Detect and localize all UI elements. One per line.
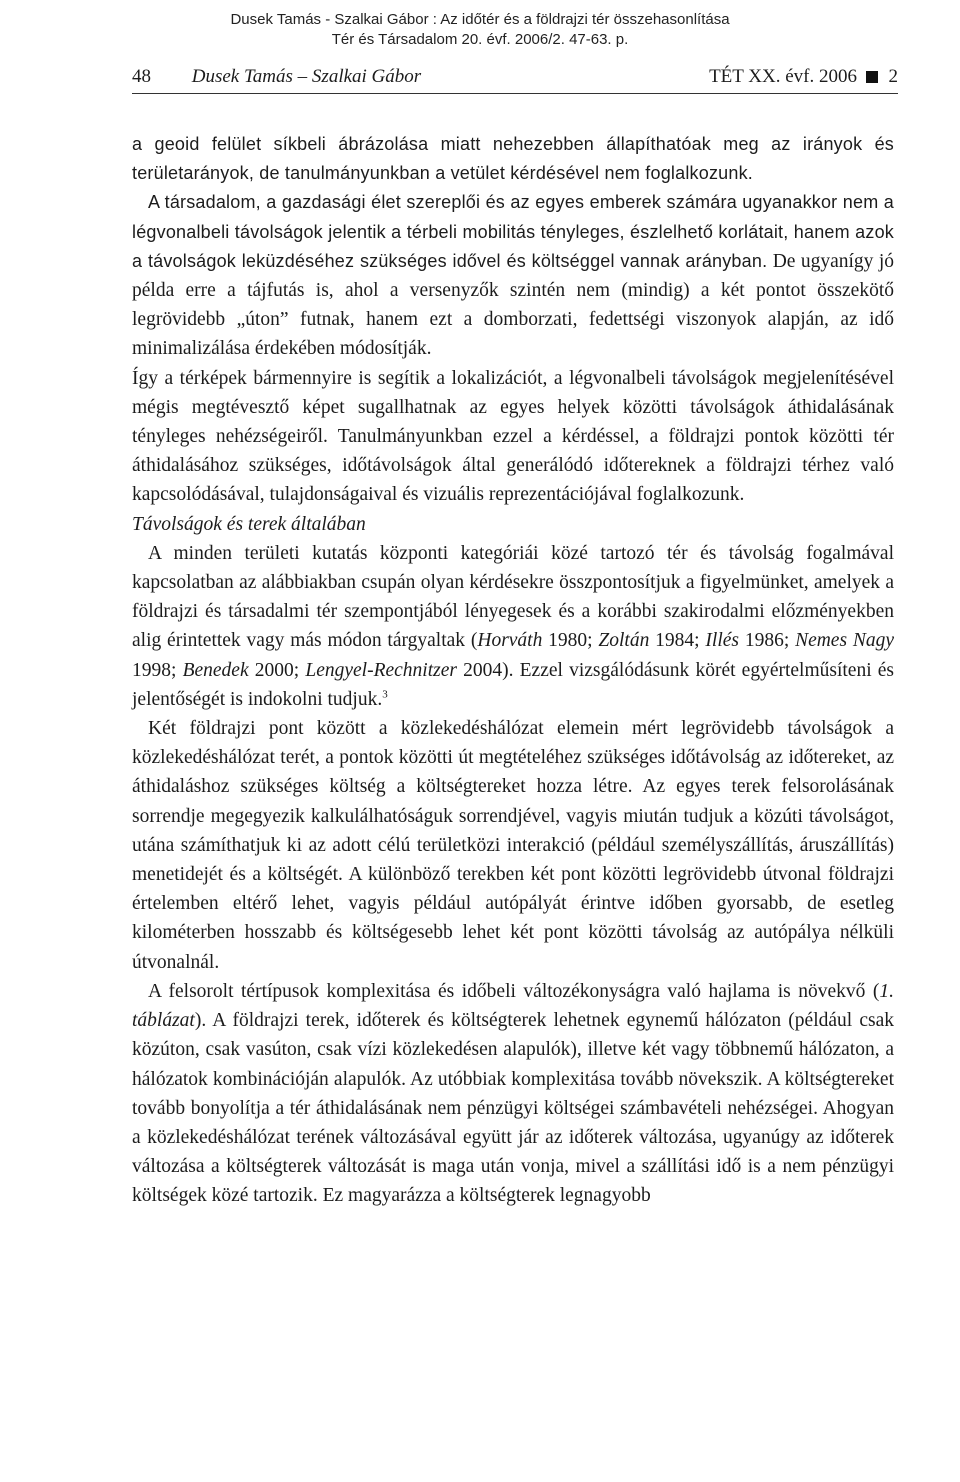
ref-zoltan: Zoltán xyxy=(598,630,650,652)
square-bullet-icon xyxy=(866,71,878,83)
source-header xyxy=(0,10,960,50)
running-head-issue: 2 xyxy=(888,66,898,87)
running-head xyxy=(132,64,898,94)
ref-nemes-nagy: Nemes Nagy xyxy=(795,630,895,652)
ref-benedek: Benedek xyxy=(182,659,249,681)
paragraph-complexity: A felsorolt tértípusok komplexitása és időbeli változékonyságra való hajlama is növekvő (1. táblázat). A földrajzi terek, időterek és költségterek lehetnek egynemű hálózaton (például csak közúton, csak vasúton, csak vízi közlekedésen alapulók), illetve két vagy többnemű hálózaton, a hálózatok kombinációján alapulók. Az utóbbiak komplexitása tovább növekszik. A költségtereket tovább bonyolítja a tér áthidalásának nem pénzügyi költségei számbavételi nehézségei. Ahogyan a közlekedéshálózat terének változásával együtt jár az időterek változása, ugyanúgy az időterek változása a költségterek változását is maga után vonja, mivel a szállítási idő is a nem pénzügyi költségek közé tartozik. Ez magyarázza a költségterek legnagyobb xyxy=(132,980,894,1207)
running-head-authors: Dusek Tamás – Szalkai Gábor xyxy=(191,66,422,87)
paragraph-maps: Így a térképek bármennyire is segítik a lokalizációt, a légvonalbeli távolságok megjelenítésével mégis megtévesztő képet sugallhatnak az egyes helyek közötti távolságok áthidalásának tényleges nehézségeiről. Tanulmányunkban ezzel a kérdéssel, a földrajzi pontok közötti tér áthidalásához szükséges, időtávolságok által generálódó időtereknek a földrajzi térhez való kapcsolódásával, tulajdonságaival és vizuális reprezentációjával foglalkozunk. xyxy=(132,367,894,506)
source-header-citation: Dusek Tamás - Szalkai Gábor : Az időtér és a földrajzi tér összehasonlítása xyxy=(230,11,730,28)
ref-lengyel-rechnitzer: Lengyel-Rechnitzer xyxy=(305,659,457,681)
table-reference: 1. táblázat xyxy=(132,980,894,1032)
paragraph-mobility-a: A társadalom, a gazdasági élet szereplői és az egyes emberek számára ugyanakkor nem a légvonalbeli távolságok jelentik a térbeli mobilitás tényleges, észlelhető korlátait, hanem azok a távolságok leküzdéséhez szükséges idővel és költséggel vannak arányban. xyxy=(132,192,894,271)
article-body xyxy=(132,130,894,1211)
ref-horvath: Horváth xyxy=(477,630,543,652)
paragraph-geoid: a geoid felület síkbeli ábrázolása miatt nehezebben állapíthatóak meg az irányok és területarányok, de tanulmányunkban a vetület kérdésével nem foglalkozunk. xyxy=(132,134,894,184)
running-head-journal: TÉT XX. évf. 2006 xyxy=(709,66,857,87)
footnote-mark: 3 xyxy=(382,688,388,701)
page-number: 48 xyxy=(132,66,151,87)
paragraph-mobility xyxy=(132,188,894,363)
paragraph-network-spaces: Két földrajzi pont között a közlekedéshálózat elemein mért legrövidebb távolságok a közlekedéshálózat terét, a pontok közötti út megtételéhez szükséges időtávolság az időtereket, az áthidaláshoz szükséges költség a költségtereket hozza létre. Az egyes terek felsorolásának sorrendje megegyezik kalkulálhatóságuk sorrendjével, vagyis miután tudjuk a közúti távolságot, utána számíthatjuk ki az adott célú területközi interakció (például személyszállítás, áruszállítás) menetidejét és a költségét. A különböző terekben két pont közötti legrövidebb útvonal földrajzi értelemben eltérő lehet, vagyis például autópályát érintve időben gyorsabb, de esetleg kilométerben hosszabb és költségesebb lehet két pont közötti távolság az autópálya nélküli útvonalnál. xyxy=(132,718,894,973)
section-title: Távolságok és terek általában xyxy=(132,513,366,535)
paragraph-mobility-b: De ugyanígy jó példa erre a tájfutás is, ahol a versenyzők szintén nem (mindig) a két pontot összekötő legrövidebb „úton” futnak, hanem ezt a domborzati, fedettségi viszonyok alapján, az idő minimalizálása érdekében módosítják. xyxy=(132,250,895,360)
paragraph-space-distance: A minden területi kutatás központi kategóriái közé tartozó tér és távolság fogalmával kapcsolatban az alábbiakban csupán olyan kérdésekre összpontosítjuk a figyelmünket, amelyek a földrajzi és társadalmi tér szempontjából lényegesek és a korábbi szakirodalmi előzményekben alig érintettek vagy más módon tárgyaltak (Horváth 1980; Zoltán 1984; Illés 1986; Nemes Nagy 1998; Benedek 2000; Lengyel-Rechnitzer 2004). Ezzel vizsgálódásunk körét egyértelműsíteni és jelentőségét is indokolni tudjuk.$^3$ xyxy=(132,542,895,710)
source-header-journal: Tér és Társadalom 20. évf. 2006/2. 47-63. p. xyxy=(331,31,629,48)
ref-illes: Illés xyxy=(705,630,739,652)
